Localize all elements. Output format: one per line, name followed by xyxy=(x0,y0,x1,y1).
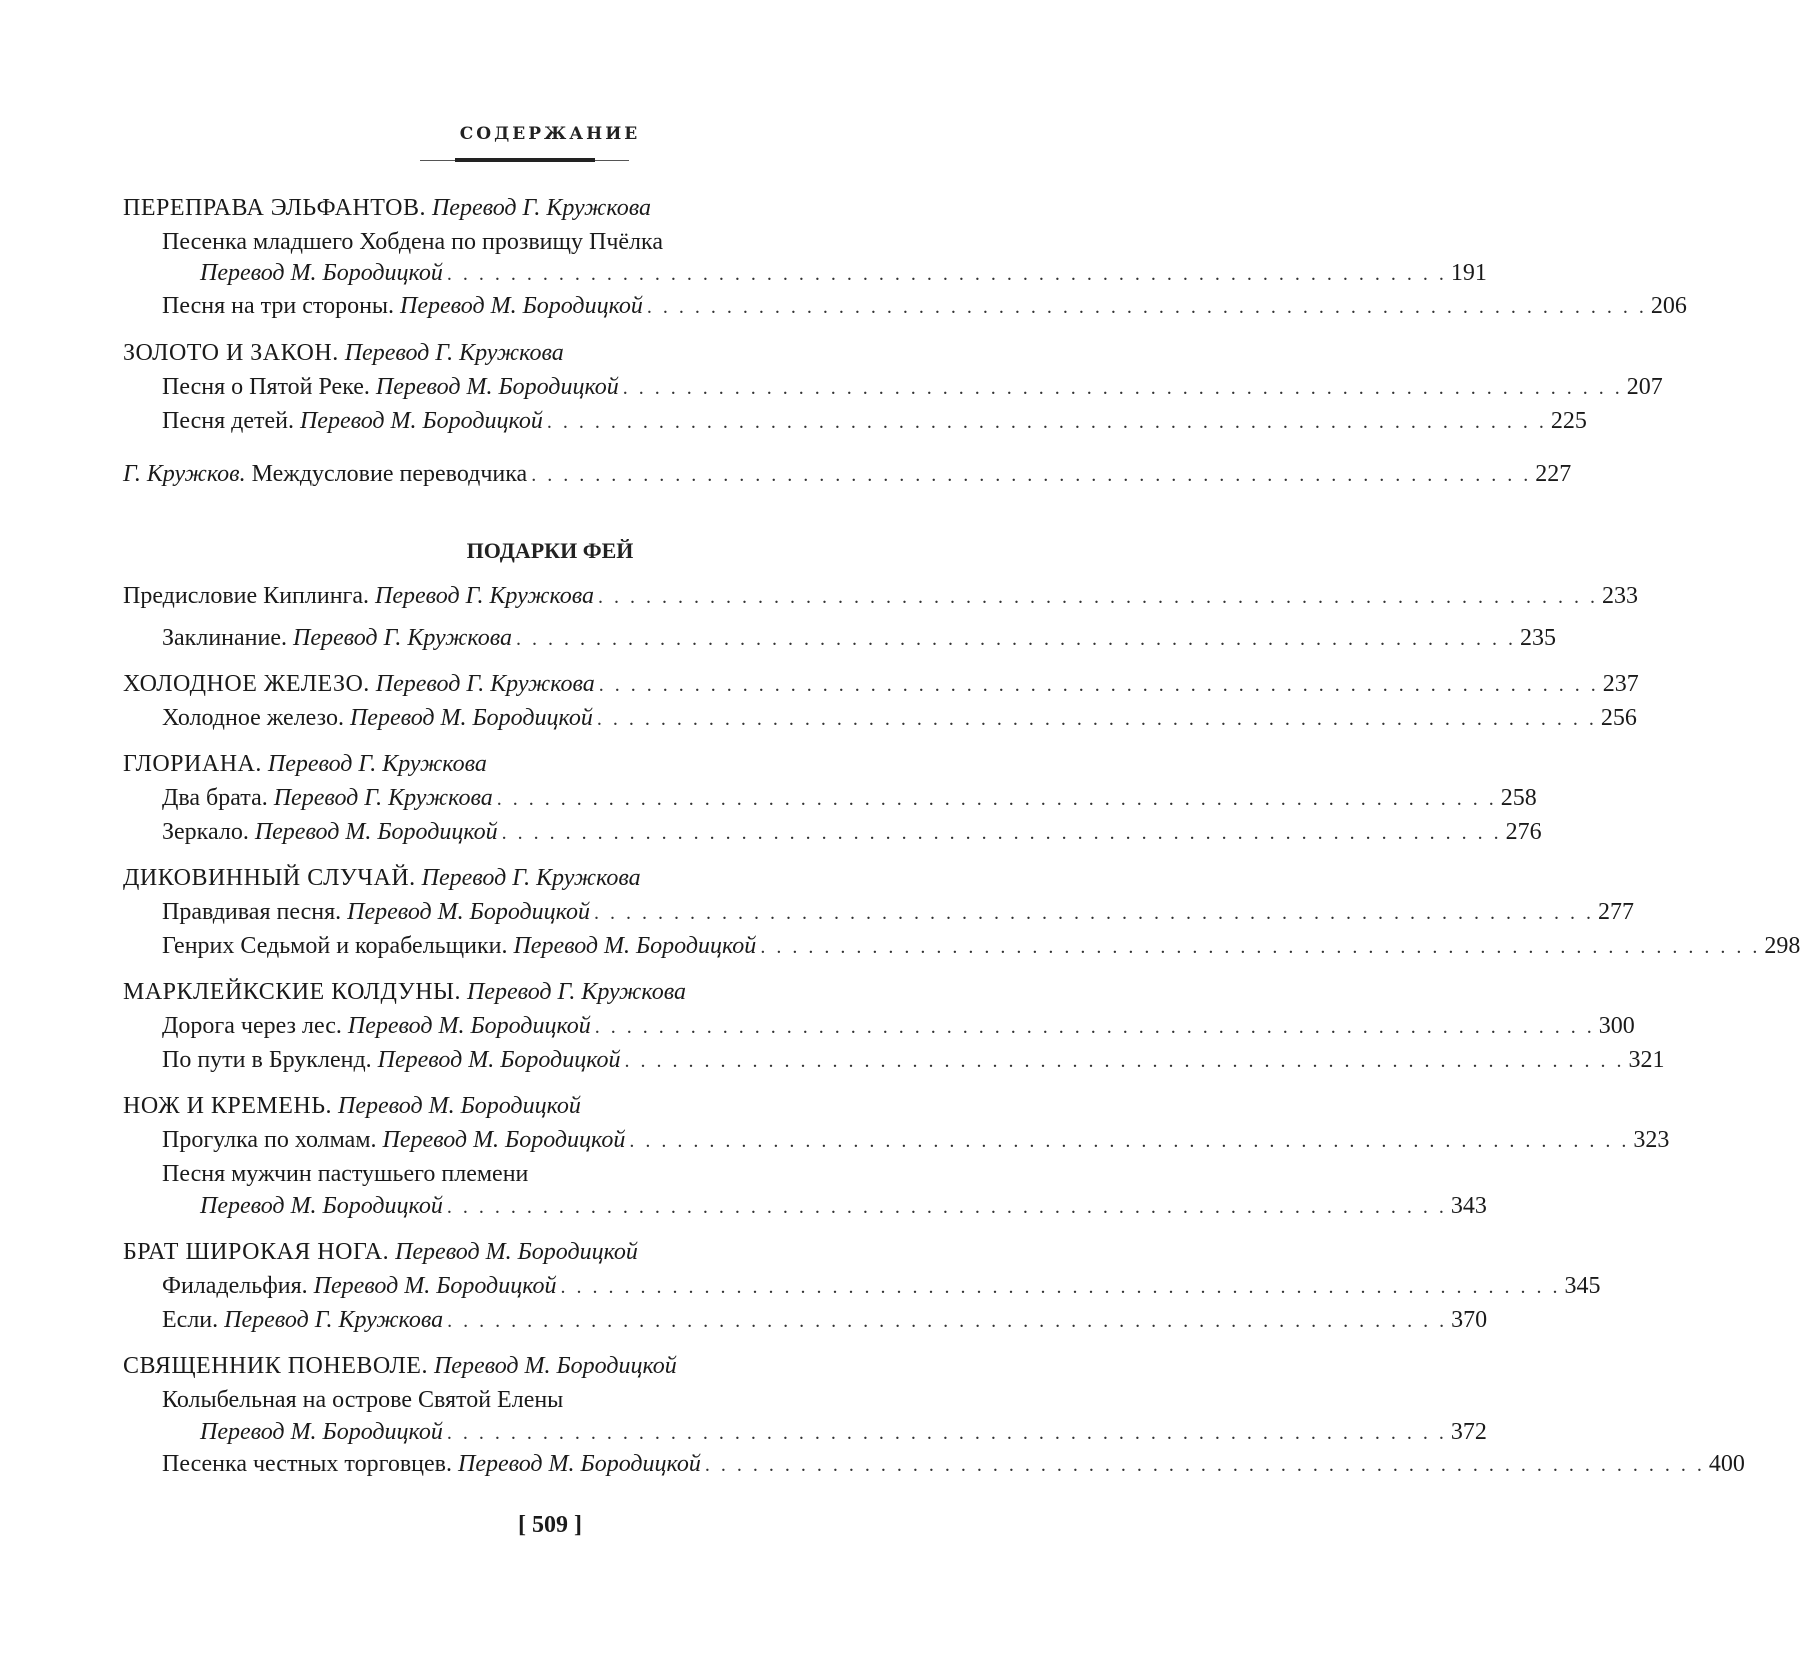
entry-page-number: 237 xyxy=(1602,671,1639,697)
leader-dots: . . . . . . . . . . . . . . . . . . . . . . . . . . . . . . . . . . . . . . . . . . . . . . . . . . . . . . . . . . . . . . . xyxy=(515,628,1516,650)
toc-entry[interactable] xyxy=(123,192,927,224)
toc-entry[interactable] xyxy=(162,1010,1635,1042)
entry-title: МАРКЛЕЙКСКИЕ КОЛДУНЫ. xyxy=(123,979,461,1005)
entry-translator: Перевод М. Бородицкой xyxy=(200,1193,443,1219)
entry-page-number: 298 xyxy=(1764,933,1800,959)
entry-page-number: 323 xyxy=(1633,1127,1670,1153)
leader-dots: . . . . . . . . . . . . . . . . . . . . . . . . . . . . . . . . . . . . . . . . . . . . . . . . . . . . . . . . . . . . . . . xyxy=(624,1050,1625,1072)
toc-entry[interactable] xyxy=(162,1448,1745,1480)
toc-entry[interactable] xyxy=(162,896,1634,928)
entry-title: Если. xyxy=(162,1307,219,1333)
entry-title: Песенка младшего Хобдена по прозвищу Пчёлка xyxy=(162,229,663,255)
entry-page-number: 277 xyxy=(1597,899,1634,925)
entry-page-number: 343 xyxy=(1450,1193,1487,1219)
entry-title: Песня на три стороны. xyxy=(162,293,395,319)
entry-title: Два брата. xyxy=(162,785,268,811)
entry-page-number: 256 xyxy=(1600,705,1637,731)
entry-translator: Перевод М. Бородицкой xyxy=(200,1419,443,1445)
entry-translator: Перевод М. Бородицкой xyxy=(457,1451,701,1477)
leader-dots: . . . . . . . . . . . . . . . . . . . . . . . . . . . . . . . . . . . . . . . . . . . . . . . . . . . . . . . . . . . . . . . xyxy=(447,1310,1448,1332)
entry-translator: Перевод М. Бородицкой xyxy=(433,1353,677,1379)
entry-title: Предисловие Киплинга. xyxy=(123,583,370,609)
entry-translator: Перевод Г. Кружкова xyxy=(421,865,641,891)
entry-translator: Перевод М. Бородицкой xyxy=(349,705,593,731)
entry-translator: Перевод М. Бородицкой xyxy=(400,293,643,319)
entry-title: Зеркало. xyxy=(162,819,249,845)
entry-author: Г. Кружков. xyxy=(123,461,246,487)
entry-translator: Перевод М. Бородицкой xyxy=(382,1127,626,1153)
entry-title: Заклинание. xyxy=(162,625,287,651)
entry-title: Дорога через лес. xyxy=(162,1013,342,1039)
entry-title: ЗОЛОТО И ЗАКОН. xyxy=(123,340,339,366)
entry-translator: Перевод Г. Кружкова xyxy=(344,340,564,366)
entry-translator: Перевод Г. Кружкова xyxy=(466,979,686,1005)
leader-dots: . . . . . . . . . . . . . . . . . . . . . . . . . . . . . . . . . . . . . . . . . . . . . . . . . . . . . . . . . . . . . . . xyxy=(629,1130,1630,1152)
entry-page-number: 235 xyxy=(1519,625,1556,651)
toc-entry[interactable] xyxy=(200,1190,1487,1222)
toc-entry[interactable] xyxy=(162,371,1663,403)
entry-title: Холодное железо. xyxy=(162,705,344,731)
page-title: СОДЕРЖАНИЕ xyxy=(459,124,641,144)
entry-page-number: 372 xyxy=(1450,1419,1487,1445)
entry-title: Генрих Седьмой и корабельщики. xyxy=(162,933,508,959)
leader-dots: . . . . . . . . . . . . . . . . . . . . . . . . . . . . . . . . . . . . . . . . . . . . . . . . . . . . . . . . . . . . . . . xyxy=(446,1196,1447,1218)
entry-translator: Перевод Г. Кружкова xyxy=(224,1307,444,1333)
entry-title: ГЛОРИАНА. xyxy=(123,751,262,777)
entry-translator: Перевод Г. Кружкова xyxy=(431,195,651,221)
entry-translator: Перевод М. Бородицкой xyxy=(347,1013,591,1039)
entry-page-number: 191 xyxy=(1450,260,1487,286)
entry-title: Филадельфия. xyxy=(162,1273,308,1299)
toc-entry[interactable] xyxy=(162,1270,1601,1302)
entry-title: ПЕРЕПРАВА ЭЛЬФАНТОВ. xyxy=(123,195,426,221)
toc-entry[interactable] xyxy=(162,1304,1488,1336)
toc-entry[interactable] xyxy=(123,1090,927,1122)
entry-title: ХОЛОДНОЕ ЖЕЛЕЗО. xyxy=(123,671,370,697)
entry-translator: Перевод М. Бородицкой xyxy=(338,1093,581,1119)
entry-page-number: 300 xyxy=(1598,1013,1635,1039)
leader-dots: . . . . . . . . . . . . . . . . . . . . . . . . . . . . . . . . . . . . . . . . . . . . . . . . . . . . . . . . . . . . . . . xyxy=(622,377,1623,399)
entry-translator: Перевод М. Бородицкой xyxy=(299,408,543,434)
entry-page-number: 233 xyxy=(1602,583,1639,609)
toc-entry[interactable] xyxy=(123,976,927,1008)
leader-dots: . . . . . . . . . . . . . . . . . . . . . . . . . . . . . . . . . . . . . . . . . . . . . . . . . . . . . . . . . . . . . . . xyxy=(598,586,1599,608)
entry-page-number: 400 xyxy=(1708,1451,1745,1477)
entry-translator: Перевод М. Бородицкой xyxy=(375,374,619,400)
toc-entry[interactable] xyxy=(200,1416,1487,1448)
entry-page-number: 225 xyxy=(1550,408,1587,434)
entry-title: Песенка честных торговцев. xyxy=(162,1451,452,1477)
entry-translator: Перевод Г. Кружкова xyxy=(375,671,595,697)
toc-entry[interactable] xyxy=(162,405,1587,437)
entry-title: НОЖ И КРЕМЕНЬ. xyxy=(123,1093,333,1119)
toc-entry[interactable] xyxy=(162,1384,927,1416)
toc-entry[interactable] xyxy=(162,622,1556,654)
leader-dots: . . . . . . . . . . . . . . . . . . . . . . . . . . . . . . . . . . . . . . . . . . . . . . . . . . . . . . . . . . . . . . . xyxy=(646,296,1647,318)
entry-title: Колыбельная на острове Святой Елены xyxy=(162,1387,564,1413)
entry-page-number: 207 xyxy=(1626,374,1663,400)
leader-dots: . . . . . . . . . . . . . . . . . . . . . . . . . . . . . . . . . . . . . . . . . . . . . . . . . . . . . . . . . . . . . . . xyxy=(531,464,1532,486)
leader-dots: . . . . . . . . . . . . . . . . . . . . . . . . . . . . . . . . . . . . . . . . . . . . . . . . . . . . . . . . . . . . . . . xyxy=(546,411,1547,433)
leader-dots: . . . . . . . . . . . . . . . . . . . . . . . . . . . . . . . . . . . . . . . . . . . . . . . . . . . . . . . . . . . . . . . xyxy=(760,936,1761,958)
entry-title: БРАТ ШИРОКАЯ НОГА. xyxy=(123,1239,390,1265)
entry-translator: Перевод Г. Кружкова xyxy=(267,751,487,777)
entry-page-number: 276 xyxy=(1505,819,1542,845)
entry-translator: Перевод М. Бородицкой xyxy=(377,1047,621,1073)
entry-title: ДИКОВИННЫЙ СЛУЧАЙ. xyxy=(123,865,416,891)
toc-entry[interactable] xyxy=(162,1124,1670,1156)
toc-entry[interactable] xyxy=(123,580,1639,612)
entry-translator: Перевод М. Бородицкой xyxy=(513,933,757,959)
leader-dots: . . . . . . . . . . . . . . . . . . . . . . . . . . . . . . . . . . . . . . . . . . . . . . . . . . . . . . . . . . . . . . . xyxy=(446,1422,1447,1444)
toc-entry[interactable] xyxy=(162,1158,927,1190)
page-number: [ 509 ] xyxy=(518,1512,582,1538)
entry-title: Прогулка по холмам. xyxy=(162,1127,377,1153)
toc-entry[interactable] xyxy=(162,290,1687,322)
toc-entry[interactable] xyxy=(123,1350,927,1382)
entry-translator: Перевод Г. Кружкова xyxy=(273,785,493,811)
entry-page-number: 258 xyxy=(1500,785,1537,811)
leader-dots: . . . . . . . . . . . . . . . . . . . . . . . . . . . . . . . . . . . . . . . . . . . . . . . . . . . . . . . . . . . . . . . xyxy=(446,263,1447,285)
entry-page-number: 206 xyxy=(1650,293,1687,319)
toc-entry[interactable] xyxy=(123,1236,927,1268)
entry-title: Песня о Пятой Реке. xyxy=(162,374,370,400)
entry-translator: Перевод М. Бородицкой xyxy=(254,819,498,845)
entry-title: Правдивая песня. xyxy=(162,899,342,925)
toc-entry[interactable] xyxy=(123,337,927,369)
entry-title: Песня детей. xyxy=(162,408,294,434)
leader-dots: . . . . . . . . . . . . . . . . . . . . . . . . . . . . . . . . . . . . . . . . . . . . . . . . . . . . . . . . . . . . . . . xyxy=(594,1016,1595,1038)
entry-title: Междусловие переводчика xyxy=(251,461,528,487)
leader-dots: . . . . . . . . . . . . . . . . . . . . . . . . . . . . . . . . . . . . . . . . . . . . . . . . . . . . . . . . . . . . . . . xyxy=(501,822,1502,844)
toc-entry[interactable] xyxy=(162,1044,1665,1076)
toc-entry[interactable] xyxy=(162,782,1537,814)
entry-translator: Перевод М. Бородицкой xyxy=(347,899,590,925)
entry-page-number: 345 xyxy=(1564,1273,1601,1299)
entry-translator: Перевод Г. Кружкова xyxy=(375,583,595,609)
toc-entry[interactable] xyxy=(123,668,1639,700)
entry-title: Песня мужчин пастушьего племени xyxy=(162,1161,529,1187)
leader-dots: . . . . . . . . . . . . . . . . . . . . . . . . . . . . . . . . . . . . . . . . . . . . . . . . . . . . . . . . . . . . . . . xyxy=(593,902,1594,924)
leader-dots: . . . . . . . . . . . . . . . . . . . . . . . . . . . . . . . . . . . . . . . . . . . . . . . . . . . . . . . . . . . . . . . xyxy=(704,1454,1705,1476)
entry-title: СВЯЩЕННИК ПОНЕВОЛЕ. xyxy=(123,1353,428,1379)
entry-page-number: 321 xyxy=(1628,1047,1665,1073)
toc-entry[interactable] xyxy=(123,458,1572,490)
toc-entry[interactable] xyxy=(162,702,1637,734)
title-rule-accent xyxy=(455,158,595,162)
leader-dots: . . . . . . . . . . . . . . . . . . . . . . . . . . . . . . . . . . . . . . . . . . . . . . . . . . . . . . . . . . . . . . . xyxy=(496,788,1497,810)
toc-entry[interactable] xyxy=(123,748,927,780)
leader-dots: . . . . . . . . . . . . . . . . . . . . . . . . . . . . . . . . . . . . . . . . . . . . . . . . . . . . . . . . . . . . . . . xyxy=(596,708,1597,730)
toc-entry[interactable] xyxy=(162,816,1542,848)
toc-entry[interactable] xyxy=(162,930,1800,962)
entry-translator: Перевод М. Бородицкой xyxy=(200,260,443,286)
entry-translator: Перевод М. Бородицкой xyxy=(313,1273,557,1299)
entry-translator: Перевод Г. Кружкова xyxy=(293,625,512,651)
entry-translator: Перевод М. Бородицкой xyxy=(395,1239,638,1265)
entry-title: По пути в Брукленд. xyxy=(162,1047,372,1073)
page-header xyxy=(0,124,1100,144)
entry-page-number: 370 xyxy=(1451,1307,1488,1333)
entry-page-number: 227 xyxy=(1535,461,1572,487)
section-heading: ПОДАРКИ ФЕЙ xyxy=(466,538,634,563)
leader-dots: . . . . . . . . . . . . . . . . . . . . . . . . . . . . . . . . . . . . . . . . . . . . . . . . . . . . . . . . . . . . . . . xyxy=(560,1276,1561,1298)
toc-entry[interactable] xyxy=(200,257,1487,289)
leader-dots: . . . . . . . . . . . . . . . . . . . . . . . . . . . . . . . . . . . . . . . . . . . . . . . . . . . . . . . . . . . . . . . xyxy=(598,674,1599,696)
toc-entry[interactable] xyxy=(123,862,927,894)
toc-entry[interactable] xyxy=(162,226,927,258)
